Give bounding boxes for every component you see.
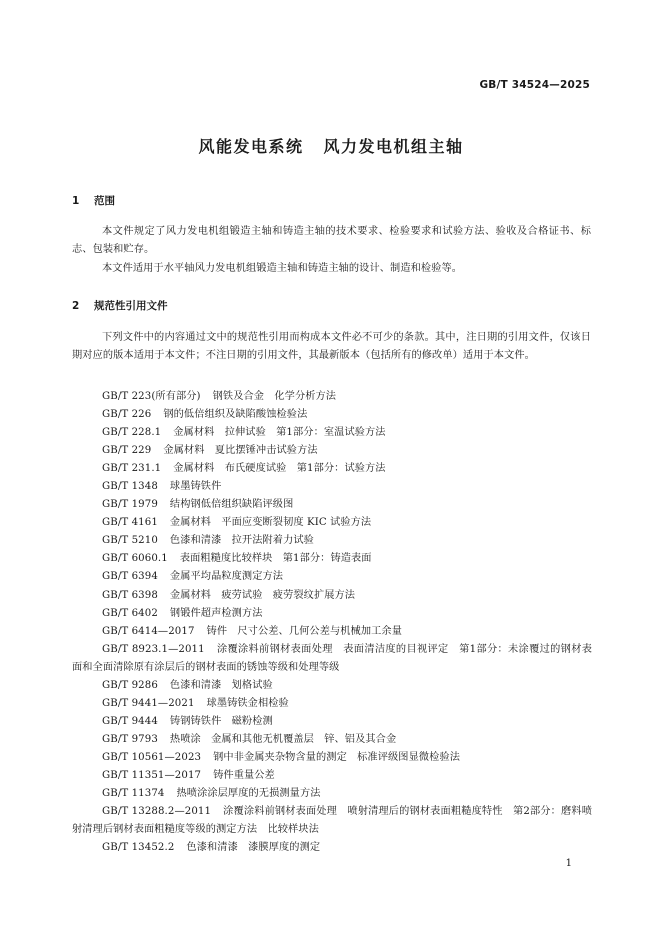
reference-item xyxy=(102,587,592,605)
reference-title: 钢锻件超声检测方法 xyxy=(169,607,263,619)
reference-item xyxy=(102,424,592,442)
section-1-heading xyxy=(72,193,115,208)
reference-title: 涂覆涂料前钢材表面处理 表面清洁度的目视评定 第1部分：未涂覆过的钢材表面和全面清除原有涂层后的钢材表面的锈蚀等级和处理等级 xyxy=(72,643,593,673)
reference-code: GB/T 6060.1 xyxy=(102,553,168,565)
reference-code: GB/T 1348 xyxy=(102,481,158,493)
reference-title: 涂覆涂料前钢材表面处理 喷射清理后的钢材表面粗糙度特性 第2部分：磨料喷射清理后钢材表面粗糙度等级的测定方法 比较样块法 xyxy=(72,805,592,835)
reference-code: GB/T 231.1 xyxy=(102,463,162,475)
reference-item xyxy=(102,496,592,514)
reference-item xyxy=(102,478,592,496)
reference-item xyxy=(102,731,592,749)
reference-item xyxy=(102,623,592,641)
reference-code: GB/T 6414—2017 xyxy=(102,625,195,637)
reference-code: GB/T 228.1 xyxy=(102,427,162,439)
reference-item xyxy=(102,749,592,767)
reference-code: GB/T 6394 xyxy=(102,571,158,583)
reference-code: GB/T 9286 xyxy=(102,679,158,691)
reference-code: GB/T 11374 xyxy=(102,787,165,799)
reference-item xyxy=(102,460,592,478)
reference-code: GB/T 13452.2 xyxy=(102,841,175,853)
reference-title: 色漆和清漆 拉开法附着力试验 xyxy=(169,535,314,547)
section-1-paragraph-2: 本文件适用于水平轴风力发电机组锻造主轴和铸造主轴的设计、制造和检验等。 xyxy=(102,263,463,274)
reference-code: GB/T 11351—2017 xyxy=(102,769,202,781)
section-1-title: 范围 xyxy=(94,195,115,207)
reference-code: GB/T 229 xyxy=(102,445,152,457)
reference-item xyxy=(102,839,592,857)
reference-item xyxy=(102,767,592,785)
section-2-heading xyxy=(72,298,168,313)
title-part-1: 风能发电系统 xyxy=(198,137,304,156)
reference-title: 铸钢铸铁件 磁粉检测 xyxy=(169,715,273,727)
reference-title: 结构钢低倍组织缺陷评级图 xyxy=(169,499,294,511)
reference-item xyxy=(102,388,592,406)
section-2-title: 规范性引用文件 xyxy=(94,300,168,312)
reference-title: 热喷涂涂层厚度的无损测量方法 xyxy=(176,787,321,799)
reference-title: 金属材料 拉伸试验 第1部分：室温试验方法 xyxy=(173,427,386,439)
reference-item xyxy=(102,713,592,731)
reference-title: 金属材料 疲劳试验 疲劳裂纹扩展方法 xyxy=(169,589,356,601)
reference-code: GB/T 8923.1—2011 xyxy=(102,643,205,655)
reference-code: GB/T 9441—2021 xyxy=(102,697,195,709)
section-1-paragraph-1: 本文件规定了风力发电机组锻造主轴和铸造主轴的技术要求、检验要求和试验方法、验收及合格证书、标志、包装和贮存。 xyxy=(72,226,591,255)
reference-code: GB/T 13288.2—2011 xyxy=(102,805,212,817)
reference-item xyxy=(102,406,592,424)
reference-title: 表面粗糙度比较样块 第1部分：铸造表面 xyxy=(179,553,372,565)
page-number: 1 xyxy=(565,858,572,869)
reference-title: 铸件重量公差 xyxy=(213,769,275,781)
reference-title: 金属材料 布氏硬度试验 第1部分：试验方法 xyxy=(173,463,386,475)
reference-item xyxy=(102,532,592,550)
reference-title: 色漆和清漆 划格试验 xyxy=(169,679,273,691)
section-2-number: 2 xyxy=(72,300,80,312)
document-title xyxy=(0,134,662,157)
reference-code: GB/T 226 xyxy=(102,409,152,421)
reference-code: GB/T 9793 xyxy=(102,733,158,745)
section-2-intro: 下列文件中的内容通过文中的规范性引用而构成本文件必不可少的条款。其中，注日期的引用文件，仅该日期对应的版本适用于本文件；不注日期的引用文件，其最新版本（包括所有的修改单）适用于本文件。 xyxy=(72,332,591,361)
reference-code: GB/T 1979 xyxy=(102,499,158,511)
reference-code: GB/T 5210 xyxy=(102,535,158,547)
reference-title: 热喷涂 金属和其他无机覆盖层 锌、铝及其合金 xyxy=(169,733,397,745)
reference-code: GB/T 223(所有部分) xyxy=(102,391,201,402)
standard-number: GB/T 34524—2025 xyxy=(479,79,590,91)
reference-list xyxy=(72,388,593,857)
reference-item xyxy=(72,641,592,677)
reference-item xyxy=(102,605,592,623)
reference-title: 钢的低倍组织及缺陷酸蚀检验法 xyxy=(163,409,308,421)
section-1-number: 1 xyxy=(72,195,80,207)
reference-item xyxy=(102,514,592,532)
reference-code: GB/T 4161 xyxy=(102,517,158,529)
reference-title: 球墨铸铁件 xyxy=(169,481,222,493)
reference-item xyxy=(102,677,592,695)
reference-item xyxy=(102,785,592,803)
reference-title: 铸件 尺寸公差、几何公差与机械加工余量 xyxy=(206,625,402,637)
reference-item xyxy=(102,568,592,586)
reference-title: 钢中非金属夹杂物含量的测定 标准评级图显微检验法 xyxy=(213,751,461,763)
reference-item xyxy=(102,695,592,713)
reference-title: 金属平均晶粒度测定方法 xyxy=(169,571,284,583)
reference-item xyxy=(102,442,592,460)
reference-title: 金属材料 夏比摆锤冲击试验方法 xyxy=(163,445,318,457)
title-part-2: 风力发电机组主轴 xyxy=(323,137,464,156)
reference-code: GB/T 9444 xyxy=(102,715,158,727)
reference-item xyxy=(72,803,592,839)
reference-item xyxy=(102,550,592,568)
reference-title: 色漆和清漆 漆膜厚度的测定 xyxy=(186,841,321,853)
reference-title: 钢铁及合金 化学分析方法 xyxy=(212,391,337,402)
reference-code: GB/T 6398 xyxy=(102,589,158,601)
reference-code: GB/T 6402 xyxy=(102,607,158,619)
reference-title: 球墨铸铁金相检验 xyxy=(206,697,289,709)
reference-code: GB/T 10561—2023 xyxy=(102,751,202,763)
reference-title: 金属材料 平面应变断裂韧度 KIC 试验方法 xyxy=(169,517,372,529)
